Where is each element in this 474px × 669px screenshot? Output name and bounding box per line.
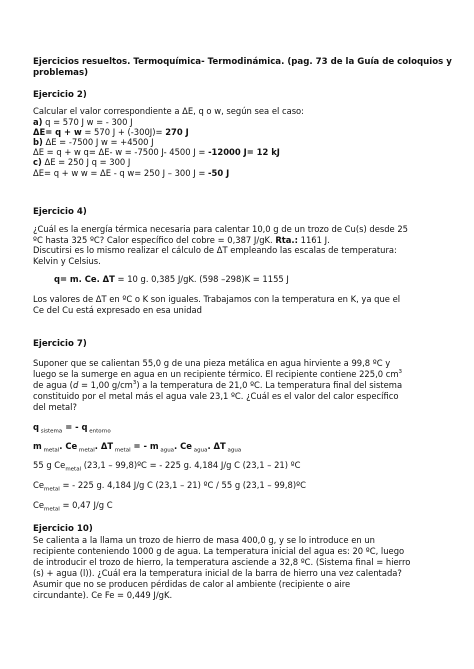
ex7-heat-balance: q $_{sistema}$ = - q $_{entorno}$ [33,422,111,435]
ex2-a-data: a) q = 570 J w = - 300 J [33,117,133,127]
ex10-line: de introducir el trozo de hierro, la temperatura asciende a 32,8 ºC. (Sistema final = hierro [33,557,411,567]
ex7-heading: Ejercicio 7) [33,339,87,349]
ex7-line: Suponer que se calientan 55,0 g de una pieza metálica en agua hirviente a 99,8 ºC y [33,358,391,368]
ex10-line: circundante). Ce Fe = 0,449 J/gK. [33,590,173,600]
ex7-line: del metal? [33,402,77,412]
ex4-line: ¿Cuál es la energía térmica necesaria para calentar 10,0 g de un trozo de Cu(s) desde 25 [33,224,409,234]
ex2-b-data: b) ΔE = -7500 J w = +4500 J [33,137,154,147]
ex2-intro: Calcular el valor correspondiente a ΔE, q o w, según sea el caso: [33,106,305,116]
ex7-line: constituido por el metal más el agua vale 23,1 ºC. ¿Cuál es el valor del calor específico [33,391,399,401]
ex10-line: recipiente conteniendo 1000 g de agua. La temperatura inicial del agua es: 20 ºC, luego [33,546,405,556]
document-title-cont: problemas) [33,68,89,78]
ex10-line: (s) + agua (l)). ¿Cuál era la temperatura inicial de la barra de hierro una vez calentada? [33,568,402,578]
ex4-line: Ce del Cu está expresado en esa unidad [33,305,202,315]
ex7-equation: m $_{metal}$. Ce $_{metal}$. ΔT $_{metal}$ = - m $_{agua}$. Ce $_{agua}$. ΔT $_{agua}$ [33,441,242,454]
ex2-c-result: ΔE= q + w w = ΔE - q w= 250 J – 300 J = -50 J [33,168,230,178]
ex4-line: Discutirsi es lo mismo realizar el cálculo de ΔT empleando las escalas de temperatura: [33,245,397,255]
ex4-line: Los valores de ΔT en ºC o K son iguales. Trabajamos con la temperatura en K, ya que el [33,294,401,304]
ex4-heading: Ejercicio 4) [33,207,87,217]
ex2-a-result: ΔE= q + w = 570 J + (-300J)= 270 J [33,127,189,137]
ex7-substitution: 55 g $Ce_{metal}$ (23,1 – 99,8)ºC = - 225 g. 4,184 J/g C (23,1 – 21) ºC [33,460,301,473]
ex7-line: luego se la sumerge en agua en un recipiente térmico. El recipiente contiene 225,0 $cm^3$ [33,369,402,379]
ex7-solve: $Ce_{metal}$ = - 225 g. 4,184 J/g C (23,1 – 21) ºC / 55 g (23,1 – 99,8)ºC [33,480,306,493]
ex7-line: de agua (d = 1,00 $g/cm^3$) a la temperatura de 21,0 ºC. La temperatura final del sistema [33,380,403,390]
document-title: Ejercicios resueltos. Termoquímica- Termodinámica. (pag. 73 de la Guía de coloquios y [33,57,452,67]
ex2-c-data: c) ΔE = 250 J q = 300 J [33,157,131,167]
ex2-heading: Ejercicio 2) [33,90,87,100]
ex4-line: ºC hasta 325 ºC? Calor específico del cobre = 0,387 J/gK. Rta.: 1161 J. [33,235,330,245]
ex2-b-result: ΔE = q + w q= ΔE- w = -7500 J- 4500 J = -12000 J= 12 kJ [33,147,280,157]
ex4-formula: q= m. Ce. ΔT = 10 g. 0,385 J/gK. (598 –298)K = 1155 J [54,274,289,284]
ex7-answer: $Ce_{metal} = 0,47$ J/g C [33,500,113,513]
ex10-line: Se calienta a la llama un trozo de hierro de masa 400,0 g, y se lo introduce en un [33,535,375,545]
ex4-line: Kelvin y Celsius. [33,256,101,266]
ex10-line: Asumir que no se producen pérdidas de calor al ambiente (recipiente o aire [33,579,351,589]
ex10-heading: Ejercicio 10) [33,524,93,534]
